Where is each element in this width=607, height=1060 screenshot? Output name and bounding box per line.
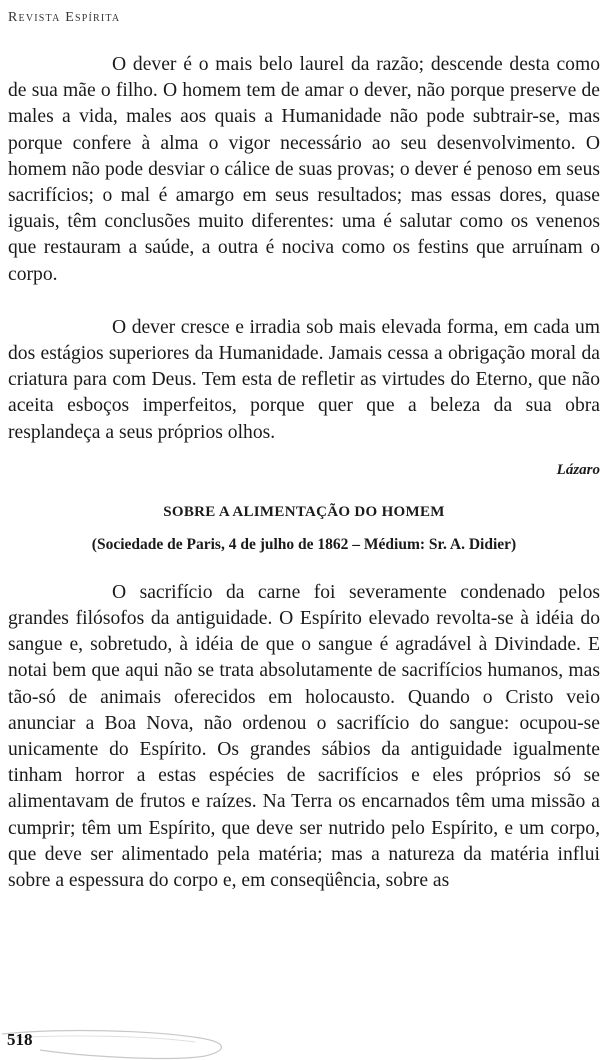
page-content [8, 52, 600, 894]
section-title: SOBRE A ALIMENTAÇÃO DO HOMEM [163, 503, 445, 520]
paragraph-2: O dever cresce e irradia sob mais elevada forma, em cada um dos estágios superiores da Humanidade. Jamais cessa a obrigação moral da criatura para com Deus. Tem esta de refletir as virtudes do Eterno, que não aceita esboços imperfeitos, porque quer que a beleza da sua obra resplandeça a seus próprios olhos. [8, 316, 600, 443]
paragraph-1: O dever é o mais belo laurel da razão; descende desta como de sua mãe o filho. O homem tem de amar o dever, não porque preserve de males a vida, males aos quais a Humanidade não pode subtrair-se, mas porque confere à alma o vigor necessário ao seu desenvolvimento. O homem não pode desviar o cálice de suas provas; o dever é penoso em seus sacrifícios; o mal é amargo em seus resultados; mas essas dores, quase iguais, têm conclusões muito diferentes: uma é salutar como os venenos que restauram a saúde, a outra é nociva como os festins que arruínam o corpo. [8, 54, 600, 285]
author-signature: Lázaro [556, 461, 600, 478]
section-subtitle: (Sociedade de Paris, 4 de julho de 1862 – Médium: Sr. A. Didier) [91, 535, 517, 553]
running-header: Revista Espírita [8, 10, 121, 25]
footer-swoosh-ornament [0, 1026, 260, 1060]
page-number: 518 [7, 1030, 33, 1049]
paragraph-3: O sacrifício da carne foi severamente condenado pelos grandes filósofos da antiguidade. O Espírito elevado revolta-se à idéia do sangue e, sobretudo, à idéia de que o sangue é agradável à Divindade. E notai bem que aqui não se trata absolutamente de sacrifícios humanos, mas tão-só de animais oferecidos em holocausto. Quando o Cristo veio anunciar a Boa Nova, não ordenou o sacrifício do sangue: ocupou-se unicamente do Espírito. Os grandes sábios da antiguidade igualmente tinham horror a estas espécies de sacrifícios e eles próprios só se alimentavam de frutos e raízes. Na Terra os encarnados têm uma missão a cumprir; têm um Espírito, que deve ser nutrido pelo Espírito, e um corpo, que deve ser alimentado pela matéria; mas a natureza da matéria influi sobre a espessura do corpo e, em conseqüência, sobre as [8, 581, 600, 892]
